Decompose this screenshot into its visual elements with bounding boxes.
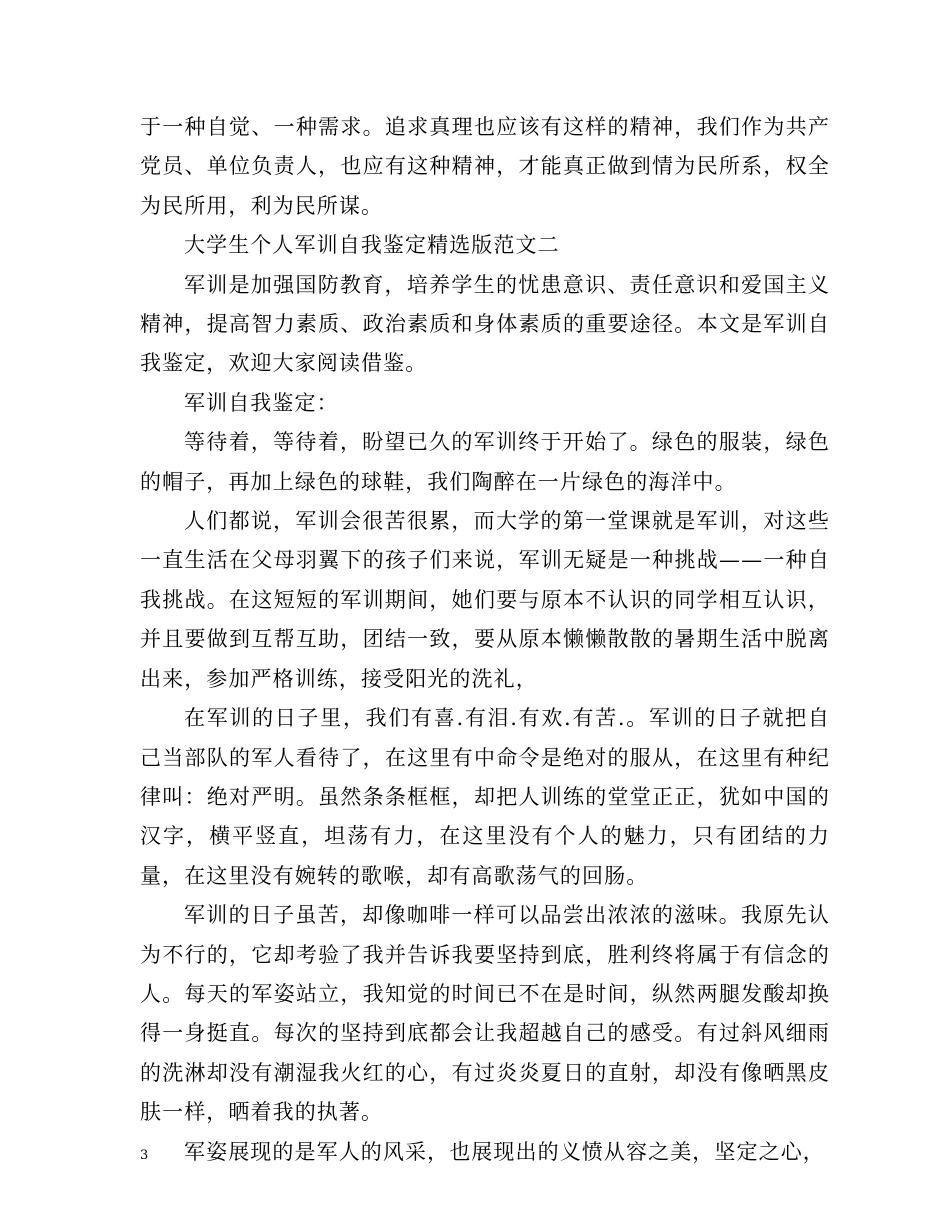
section-heading: 大学生个人军训自我鉴定精选版范文二 <box>184 233 560 258</box>
document-body <box>140 108 830 1172</box>
paragraph-1: 于一种自觉、一种需求。追求真理也应该有这样的精神，我们作为共产党员、单位负责人，也应有这种精神，才能真正做到情为民所系，权全为民所用，利为民所谋。 <box>140 115 830 218</box>
paragraph-2: 等待着，等待着，盼望已久的军训终于开始了。绿色的服装，绿色的帽子，再加上绿色的球鞋，我们陶醉在一片绿色的海洋中。 <box>140 430 830 494</box>
page-number: 3 <box>140 1148 149 1163</box>
subheading: 军训自我鉴定： <box>184 390 339 415</box>
paragraph-3: 人们都说，军训会很苦很累，而大学的第一堂课就是军训，对这些一直生活在父母羽翼下的孩子们来说，军训无疑是一种挑战——一种自我挑战。在这短短的军训期间，她们要与原本不认识的同学相互认识，并且要做到互帮互助，团结一致，要从原本懒懒散散的暑期生活中脱离出来，参加严格训练，接受阳光的洗礼， <box>140 509 830 691</box>
paragraph-5: 军训的日子虽苦，却像咖啡一样可以品尝出浓浓的滋味。我原先认为不行的，它却考验了我并告诉我要坚持到底，胜利终将属于有信念的人。每天的军姿站立，我知觉的时间已不在是时间，纵然两腿发酸却换得一身挺直。每次的坚持到底都会让我超越自己的感受。有过斜风细雨的洗淋却没有潮湿我火红的心，有过炎炎夏日的直射，却没有像晒黑皮肤一样，晒着我的执著。 <box>140 903 830 1125</box>
paragraph-4: 在军训的日子里，我们有喜.有泪.有欢.有苦.。军训的日子就把自己当部队的军人看待了，在这里有中命令是绝对的服从，在这里有种纪律叫：绝对严明。虽然条条框框，却把人训练的堂堂正正，犹如中国的汉字，横平竖直，坦荡有力，在这里没有个人的魅力，只有团结的力量，在这里没有婉转的歌喉，却有高歌荡气的回肠。 <box>140 706 830 888</box>
paragraph-6: 军姿展现的是军人的风采，也展现出的义愤从容之美，坚定之心， <box>184 1139 825 1164</box>
paragraph-intro: 军训是加强国防教育，培养学生的忧患意识、责任意识和爱国主义精神，提高智力素质、政治素质和身体素质的重要途径。本文是军训自我鉴定，欢迎大家阅读借鉴。 <box>140 272 830 376</box>
